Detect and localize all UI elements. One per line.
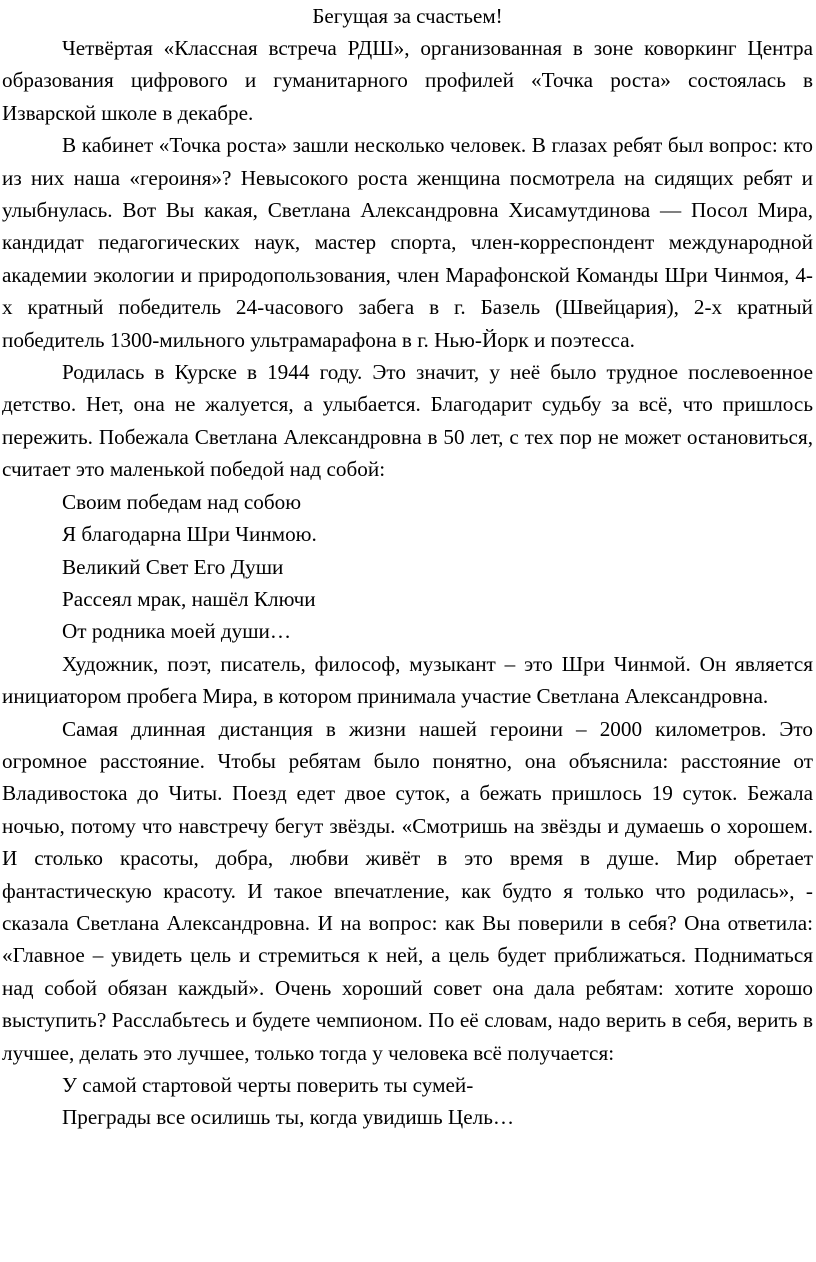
poem-line: Своим победам над собою: [62, 489, 302, 514]
paragraph-sri-chinmoy: Художник, поэт, писатель, философ, музыкант – это Шри Чинмой. Он является инициатором пробега Мира, в котором принимала участие Светлана Александровна.: [2, 651, 813, 709]
poem-line: Великий Свет Его Души: [62, 554, 284, 579]
poem-block-1: [2, 486, 813, 648]
document-title: Бегущая за счастьем!: [312, 4, 503, 28]
paragraph-biography: Родилась в Курске в 1944 году. Это значит, у неё было трудное послевоенное детство. Нет, она не жалуется, а улыбается. Благодарит судьбу за всё, что пришлось пережить. Побежала Светлана Александровна в 50 лет, с тех пор не может остановиться, считает это маленькой победой над собой:: [2, 360, 813, 482]
poem-line: Я благодарна Шри Чинмою.: [62, 522, 317, 547]
poem-line: Рассеял мрак, нашёл Ключи: [62, 586, 316, 611]
paragraph-longest-distance: Самая длинная дистанция в жизни нашей героини – 2000 километров. Это огромное расстояние. Чтобы ребятам было понятно, она объяснила: расстояние от Владивостока до Читы. Поезд едет двое суток, а бежать пришлось 19 суток. Бежала ночью, потому что навстречу бегут звёзды. «Смотришь на звёзды и думаешь о хорошем. И столько красоты, добра, любви живёт в это время в душе. Мир обретает фантастическую красоту. И такое впечатление, как будто я только что родилась», - сказала Светлана Александровна. И на вопрос: как Вы поверили в себя? Она ответила: «Главное – увидеть цель и стремиться к ней, а цель будет приближаться. Подниматься над собой обязан каждый». Очень хороший совет она дала ребятам: хотите хорошо выступить? Расслабьтесь и будете чемпионом. По её словам, надо верить в себя, верить в лучшее, делать это лучшее, только тогда у человека всё получается:: [2, 716, 813, 1065]
poem-line: У самой стартовой черты поверить ты сумей-: [62, 1073, 474, 1097]
poem-block-2: [2, 1069, 813, 1134]
poem-line: Преграды все осилишь ты, когда увидишь Цель…: [62, 1105, 515, 1130]
paragraph-intro: Четвёртая «Классная встреча РДШ», организованная в зоне коворкинг Центра образования цифрового и гуманитарного профилей «Точка роста» состоялась в Изварской школе в декабре.: [2, 36, 813, 125]
poem-line: От родника моей души…: [62, 619, 292, 644]
paragraph-heroine-intro: В кабинет «Точка роста» зашли несколько человек. В глазах ребят был вопрос: кто из них наша «героиня»? Невысокого роста женщина посмотрела на сидящих ребят и улыбнулась. Вот Вы какая, Светлана Александровна Хисамутдинова — Посол Мира, кандидат педагогических наук, мастер спорта, член-корреспондент международной академии экологии и природопользования, член Марафонской Команды Шри Чинмоя, 4-х кратный победитель 24-часового забега в г. Базель (Швейцария), 2-х кратный победитель 1300-мильного ультрамарафона в г. Нью-Йорк и поэтесса.: [2, 133, 813, 352]
